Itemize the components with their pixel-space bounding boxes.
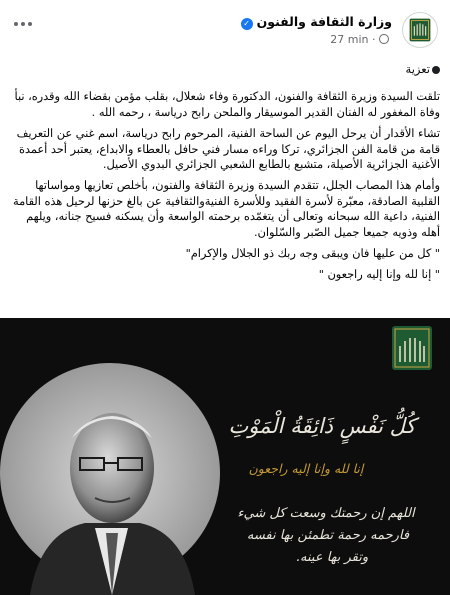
- post-header: [10, 6, 438, 50]
- post-text: [10, 62, 440, 289]
- ministry-logo-icon: [403, 13, 437, 47]
- more-options-icon[interactable]: [12, 16, 34, 32]
- post-meta: 27 min ·: [330, 33, 392, 46]
- calligraphy-prayer-line: وتقر بها عينه.: [295, 550, 369, 565]
- ministry-logo-icon: [390, 324, 434, 372]
- black-circle-icon: [432, 66, 440, 74]
- calligraphy-istirja: إنا لله وإنا إليه راجعون: [248, 461, 364, 476]
- page-name-row: [241, 14, 392, 30]
- quran-quote: " إنا لله وإنا إليه راجعون ": [318, 268, 440, 282]
- post-paragraph: تلقت السيدة وزيرة الثقافة والفنون، الدكتورة وفاء شعلال، بقلب مؤمن بقضاء الله وقدره، نبأ وفاة المغفور له الفنان القدير الموسيقار والملحن رابح درياسة ، رحمه الله .: [14, 90, 440, 119]
- verified-check-icon: ✓: [241, 18, 253, 30]
- post-image[interactable]: [0, 318, 450, 595]
- post-paragraph: وأمام هذا المصاب الجلل، تتقدم السيدة وزيرة الثقافة والفنون، بأخلص تعازيها ومواساتها القلبية الصادقة، معبّرة لأسرة الفقيد وللأسرة الفنيةوالثقافية عن بالغ حزنها لرحيل هذه القامة الفنية، داعية الله سبحانه وتعالى أن يتغمّده برحمته الواسعة وأن يسكنه فسيح جنانه، ويلهم أهله وذويه جميعا جميل الصّبر والسّلوان.: [13, 179, 440, 239]
- post-paragraph: تشاء الأقدار أن يرحل اليوم عن الساحة الفنية، المرحوم رابح درياسة، اسم غني عن التعريف قامة من قامة الفن الجزائري، تركا وراءه مسار فني حافل بالعطاء والابداع، يعتبر أحد أعمدة الأغنية الجزائرية الأصيلة، متشبع بالطابع الشعبي الجزائري البدوي الأصيل.: [16, 127, 440, 172]
- quran-quote: " كل من عليها فان ويبقى وجه ربك ذو الجلال والإكرام": [185, 247, 440, 261]
- post-time[interactable]: 27 min: [330, 33, 369, 46]
- page-avatar[interactable]: [402, 12, 438, 48]
- condolence-heading: تعزية: [10, 62, 440, 77]
- page-name[interactable]: وزارة الثقافة والفنون: [256, 14, 392, 29]
- calligraphy-prayer-line: اللهم إن رحمتك وسعت كل شيء: [237, 506, 415, 521]
- globe-icon: [379, 34, 389, 44]
- calligraphy-verse: كُلُّ نَفْسٍ ذَائِقَةُ الْمَوْتِ: [228, 414, 416, 438]
- calligraphy-prayer-line: فارحمه رحمة تطمئن بها نفسه: [246, 528, 410, 543]
